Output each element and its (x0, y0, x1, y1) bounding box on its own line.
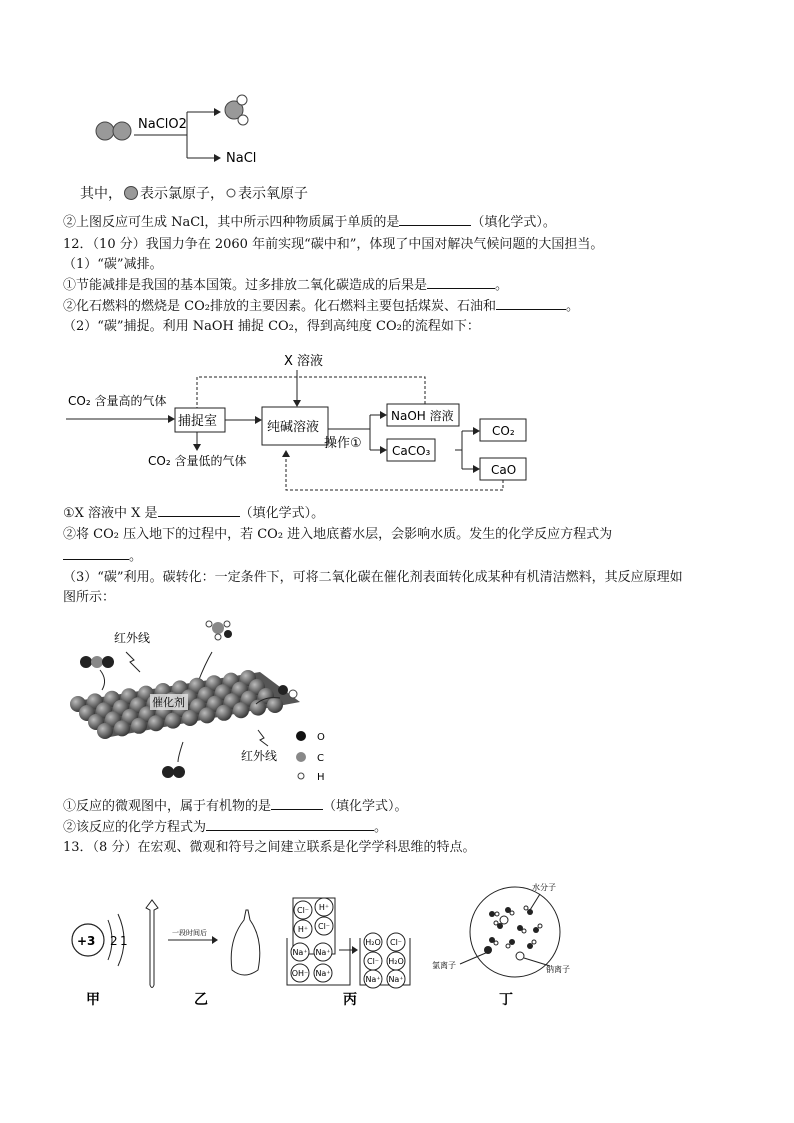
reactant-label: NaClO2 (138, 117, 187, 132)
decomposition-diagram (90, 90, 290, 170)
shell2-count: 1 (120, 934, 128, 948)
q12-heading: 12．（10 分）我国力争在 2060 年前实现“碳中和”，体现了中国对解决气候问题的大国担当。 (63, 237, 604, 252)
beaker-right-ion-label: H₂O (388, 957, 404, 966)
beaker-left-ion-label: H⁺ (297, 925, 309, 934)
q13-heading: 13．（8 分）在宏观、微观和符号之间建立联系是化学学科思维的特点。 (63, 840, 476, 855)
beaker-left-ion-label: Na⁺ (315, 969, 331, 978)
catalyst-sphere (233, 702, 249, 718)
beaker-left-ion-label: OH⁻ (291, 969, 309, 978)
q12-part3-title-cont: 图所示： (63, 590, 116, 605)
caption-jia: 甲 (86, 992, 100, 1008)
chloride-ion-label: 氯离子 (432, 961, 456, 970)
beaker-left-ion-label: Cl⁻ (317, 922, 331, 931)
q12-part3-1: ①反应的微观图中，属于有机物的是 （填化学式）。 (63, 799, 408, 814)
beaker-right-ion-label: Na⁺ (365, 975, 381, 984)
shell1-count: 2 (110, 934, 118, 948)
q12-part1-1: ①节能减排是我国的基本国策。过多排放二氧化碳造成的后果是 。 (63, 278, 509, 293)
q12-part2-2-answer: 。 (63, 547, 142, 566)
caption-ding: 丁 (499, 992, 513, 1008)
q12-part3-2: ②该反应的化学方程式为 。 (63, 820, 388, 835)
q12-part2-2: ②将 CO₂ 压入地下的过程中，若 CO₂ 进入地底蓄水层，会影响水质。发生的化学反应方程式为 (63, 527, 613, 542)
legend-h: H (317, 772, 325, 783)
legend-o: O (317, 732, 325, 743)
catalyst-sphere (199, 707, 215, 723)
infrared-bottom-label: 红外线 (241, 749, 278, 763)
catalyst-sphere (182, 710, 198, 726)
q11-part2: ②上图反应可生成 NaCl，其中所示四种物质属于单质的是 （填化学式）。 (63, 215, 556, 230)
solution-circle (470, 887, 560, 977)
soda-solution-label: 纯碱溶液 (267, 420, 320, 435)
oxygen-atom (237, 95, 247, 105)
beaker-left-ion-label: Cl⁻ (296, 906, 310, 915)
q12-part1-title: （1）“碳”减排。 (63, 257, 163, 272)
q13-figures (60, 880, 620, 1010)
legend-c: C (317, 753, 324, 764)
water-molecule-label: 水分子 (532, 883, 556, 892)
q12-part3-title: （3）“碳”利用。碳转化：一定条件下，可将二氧化碳在催化剂表面转化成某种有机清洁燃料，其反应原理如 (63, 570, 683, 585)
co2-label: CO₂ (492, 424, 515, 438)
beaker-right-ion-label: H₂O (365, 938, 381, 947)
catalyst-sphere (165, 713, 181, 729)
chlorine-atom (96, 122, 114, 140)
product-label: NaCl (226, 151, 257, 166)
operation-label: 操作① (324, 436, 362, 451)
q12-part1-2: ②化石燃料的燃烧是 CO₂排放的主要因素。化石燃料主要包括煤炭、石油和 。 (63, 299, 579, 314)
beaker-left-ion-label: Na⁺ (315, 948, 331, 957)
infrared-top-label: 红外线 (114, 631, 151, 645)
sealed-tube (146, 900, 158, 988)
catalyst-label: 催化剂 (152, 696, 185, 709)
catalyst-sphere (97, 723, 113, 739)
beaker-left-ion-label: H⁺ (318, 903, 330, 912)
sodium-ion-label: 钠离子 (546, 965, 570, 974)
atom-legend: 其中， 表示氯原子， 表示氧原子 (80, 186, 308, 202)
caption-yi: 乙 (194, 992, 208, 1008)
chlorine-atom (113, 122, 131, 140)
capture-flowchart (60, 345, 540, 495)
beaker-right-ion-label: Cl⁻ (366, 957, 380, 966)
q12-part2-1: ①X 溶液中 X 是 （填化学式）。 (63, 506, 325, 521)
oxygen-atom (238, 115, 248, 125)
cao-label: CaO (491, 463, 517, 477)
beaker-left-ion-label: Na⁺ (292, 948, 308, 957)
beaker-right-ion-label: Cl⁻ (389, 938, 403, 947)
caption-bing: 丙 (343, 992, 357, 1008)
output-gas-label: CO₂ 含量低的气体 (148, 454, 247, 468)
time-arrow-label: 一段时间后 (172, 929, 207, 937)
catalyst-sphere (131, 718, 147, 734)
x-solution-label: X 溶液 (284, 354, 324, 369)
catalyst-sphere (216, 705, 232, 721)
catalyst-sphere (148, 715, 164, 731)
naoh-label: NaOH 溶液 (391, 409, 454, 423)
catalyst-sphere (114, 720, 130, 736)
caco3-label: CaCO₃ (392, 444, 431, 458)
q12-part2-title: （2）“碳”捕捉。利用 NaOH 捕捉 CO₂，得到高纯度 CO₂的流程如下： (63, 319, 480, 334)
nucleus-charge: +3 (77, 934, 96, 948)
catalyst-sphere (267, 697, 283, 713)
catalyst-diagram (60, 612, 360, 792)
beaker-right-ion-label: Na⁺ (388, 975, 404, 984)
expanded-bag (231, 910, 260, 975)
capture-room-label: 捕捉室 (178, 414, 218, 429)
input-gas-label: CO₂ 含量高的气体 (68, 394, 167, 408)
